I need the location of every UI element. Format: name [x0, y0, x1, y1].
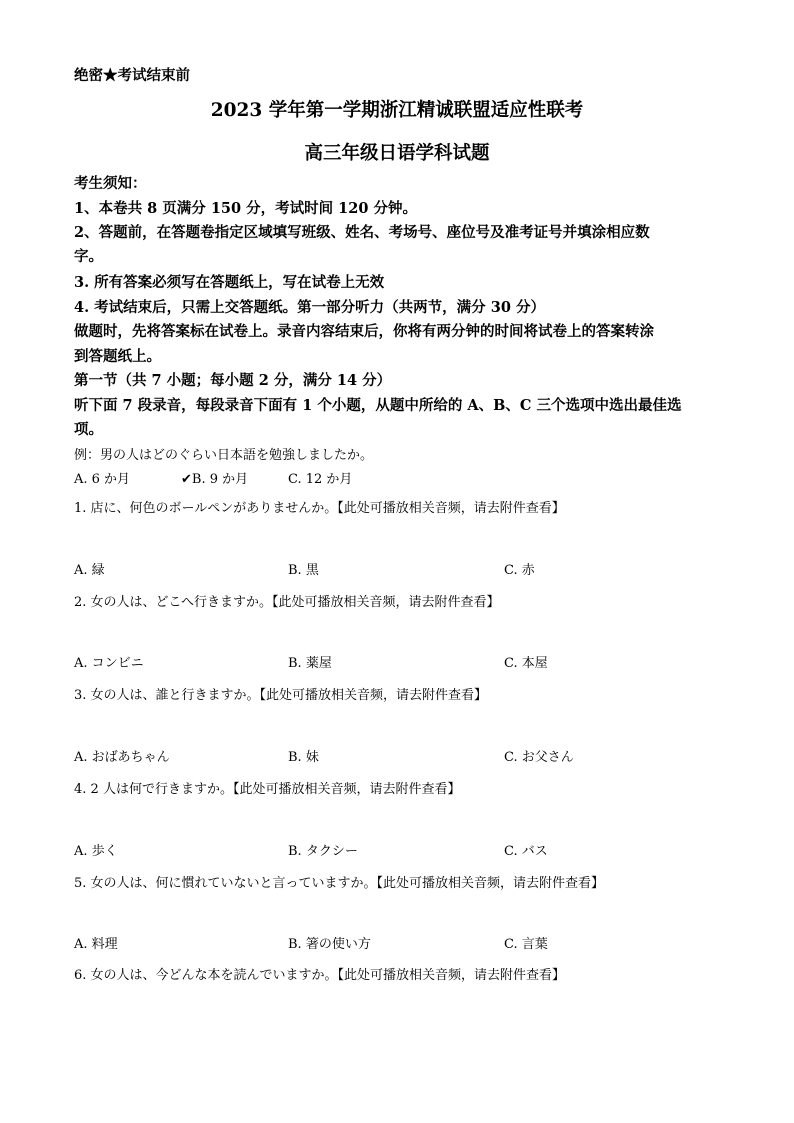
section-instruction: 听下面 7 段录音，每段录音下面有 1 个小题，从题中所给的 A、B、C 三个选项中选出最佳选 — [74, 397, 682, 414]
q4-option-c: C. バス — [504, 844, 548, 859]
question-6: 6. 女の人は、今どんな本を読んでいますか。【此处可播放相关音频，请去附件查看】 — [74, 968, 566, 983]
q3-option-c: C. お父さん — [504, 750, 574, 765]
notice-item-5: 做题时，先将答案标在试卷上。录音内容结束后，你将有两分钟的时间将试卷上的答案转涂 — [74, 323, 654, 340]
example-option-c: C. 12 か月 — [288, 472, 353, 487]
example-option-a: A. 6 か月 — [74, 472, 131, 487]
page-subtitle: 高三年级日语学科试题 — [304, 143, 490, 164]
section-instruction-cont: 项。 — [74, 421, 103, 438]
q1-option-c: C. 赤 — [504, 563, 535, 578]
notice-item-3: 3. 所有答案必须写在答题纸上，写在试卷上无效 — [74, 274, 385, 291]
q4-option-a: A. 歩く — [74, 844, 118, 859]
q5-option-c: C. 言葉 — [504, 937, 548, 952]
notice-item-2: 2、答题前，在答题卷指定区域填写班级、姓名、考场号、座位号及准考证号并填涂相应数 — [74, 224, 650, 241]
q4-option-b: B. タクシー — [288, 844, 358, 859]
example-option-b: ✔B. 9 か月 — [181, 472, 249, 487]
q5-option-a: A. 料理 — [74, 937, 118, 952]
notice-item-1: 1、本卷共 8 页满分 150 分，考试时间 120 分钟。 — [74, 200, 417, 217]
q5-option-b: B. 箸の使い方 — [288, 937, 371, 952]
q2-option-a: A. コンビニ — [74, 656, 144, 671]
question-5: 5. 女の人は、何に慣れていないと言っていますか。【此处可播放相关音频，请去附件查看】 — [74, 876, 605, 891]
q3-option-b: B. 妹 — [288, 750, 319, 765]
q2-option-b: B. 薬屋 — [288, 656, 332, 671]
question-4: 4. 2 人は何で行きますか。【此处可播放相关音频，请去附件查看】 — [74, 782, 461, 797]
question-2: 2. 女の人は、どこへ行きますか。【此处可播放相关音频，请去附件查看】 — [74, 595, 500, 610]
section-title: 第一节（共 7 小题；每小题 2 分，满分 14 分） — [74, 372, 392, 389]
q3-option-a: A. おばあちゃん — [74, 750, 170, 765]
notice-item-5-cont: 到答题纸上。 — [74, 348, 161, 365]
q1-option-a: A. 緑 — [74, 563, 105, 578]
confidential-label: 绝密★考试结束前 — [74, 67, 190, 84]
example-question: 例：男の人はどのぐらい日本語を勉強しましたか。 — [74, 448, 374, 463]
page-title: 2023 学年第一学期浙江精诚联盟适应性联考 — [210, 100, 584, 121]
q1-option-b: B. 黒 — [288, 563, 319, 578]
notice-item-4: 4. 考试结束后，只需上交答题纸。第一部分听力（共两节，满分 30 分） — [74, 299, 545, 316]
question-3: 3. 女の人は、誰と行きますか。【此处可播放相关音频，请去附件查看】 — [74, 688, 488, 703]
notice-item-2-cont: 字。 — [74, 248, 103, 265]
question-1: 1. 店に、何色のボールペンがありませんか。【此处可播放相关音频，请去附件查看】 — [74, 501, 565, 516]
q2-option-c: C. 本屋 — [504, 656, 548, 671]
notice-heading: 考生须知： — [74, 175, 147, 192]
